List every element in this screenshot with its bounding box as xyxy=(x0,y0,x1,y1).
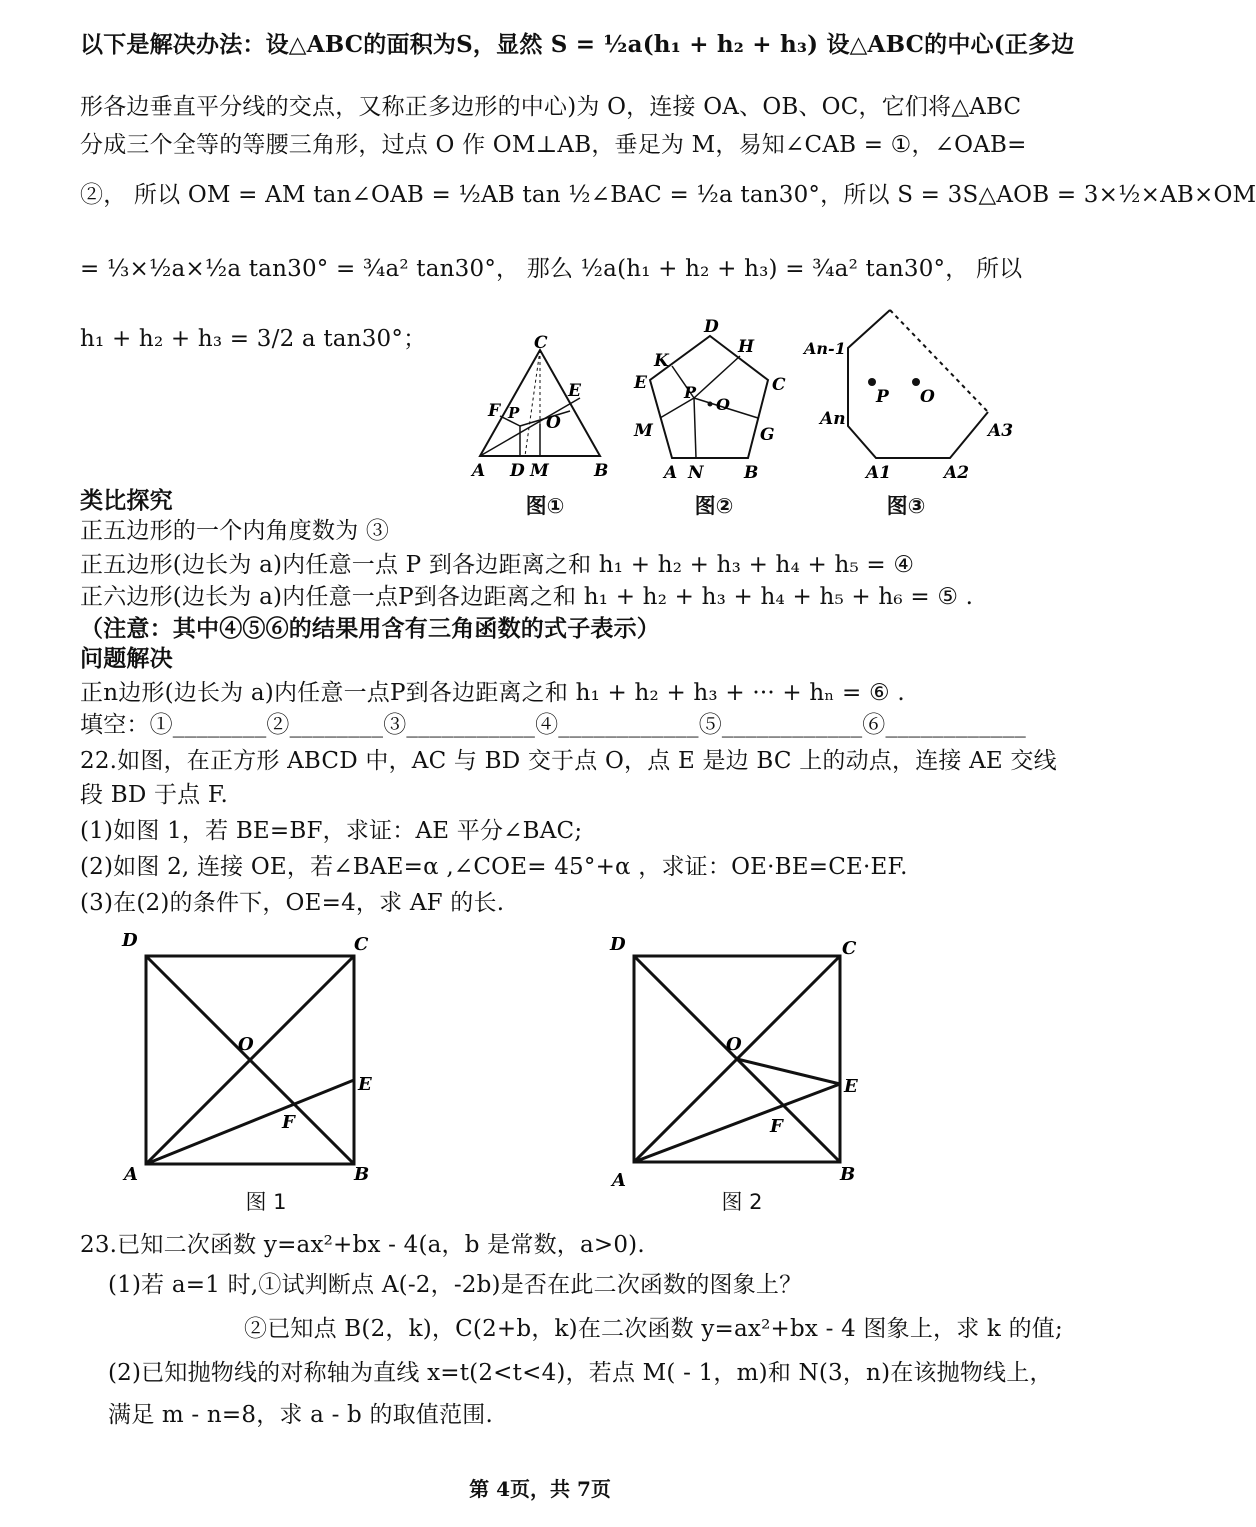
figure-2-pentagon xyxy=(628,318,788,488)
q22-figure-2-caption: 图 2 xyxy=(721,1190,763,1214)
fig1-label-b: B xyxy=(594,461,609,481)
q23-part-2a: (2)已知抛物线的对称轴为直线 x=t(2<t<4)，若点 M( - 1，m)和 N(3，n)在该抛物线上， xyxy=(108,1360,1053,1386)
fig1-label-c: C xyxy=(534,333,548,353)
figure-3-caption: 图③ xyxy=(886,494,926,518)
q22-fig2-label-c: C xyxy=(842,938,857,959)
figure-3-polygon xyxy=(800,306,1020,486)
fig2-label-d: D xyxy=(704,317,719,337)
q22-figure-1 xyxy=(118,928,388,1188)
analogy-heading: 类比探究 xyxy=(80,487,173,514)
fig3-label-an-1: An-1 xyxy=(804,339,846,358)
q22-line-2: 段 BD 于点 F. xyxy=(80,782,228,808)
analogy-q3: 正五边形的一个内角度数为 ③ xyxy=(80,518,390,544)
q22-fig1-label-a: A xyxy=(124,1164,138,1185)
fig1-label-m: M xyxy=(530,461,549,481)
page-footer: 第 4页，共 7页 xyxy=(469,1477,611,1501)
fig1-label-p: P xyxy=(508,404,520,422)
fig2-label-b: B xyxy=(744,463,759,483)
analogy-q5: 正六边形(边长为 a)内任意一点P到各边距离之和 h₁ + h₂ + h₃ + h₄ + h₅ + h₆ = ⑤ . xyxy=(80,584,974,610)
figure-2-caption: 图② xyxy=(694,494,734,518)
intro-line-6: h₁ + h₂ + h₃ = 3/2 a tan30°； xyxy=(80,326,427,352)
fig3-label-o: O xyxy=(920,387,935,407)
q22-figure-1-caption: 图 1 xyxy=(245,1190,287,1214)
solve-q6: 正n边形(边长为 a)内任意一点P到各边距离之和 h₁ + h₂ + h₃ + ··· + hₙ = ⑥ . xyxy=(80,680,905,706)
q22-line-1: 22.如图，在正方形 ABCD 中，AC 与 BD 交于点 O，点 E 是边 BC 上的动点，连接 AE 交线 xyxy=(80,748,1057,774)
q22-figure-2 xyxy=(606,928,876,1191)
q22-fig2-label-d: D xyxy=(610,934,626,955)
fig2-label-c: C xyxy=(772,375,786,395)
q23-part-2b: 满足 m - n=8，求 a - b 的取值范围. xyxy=(108,1402,493,1428)
intro-line-1: 以下是解决办法：设△ABC的面积为S，显然 S = ½a(h₁ + h₂ + h₃) 设△ABC的中心(正多边 xyxy=(80,31,1075,58)
q22-part-3: (3)在(2)的条件下，OE=4，求 AF 的长. xyxy=(80,890,505,916)
q22-part-2: (2)如图 2, 连接 OE，若∠BAE=α ,∠COE= 45°+α ，求证：OE·BE=CE·EF. xyxy=(80,854,908,880)
fig2-label-o: O xyxy=(716,395,730,414)
intro-line-2: 形各边垂直平分线的交点，又称正多边形的中心)为 O，连接 OA、OB、OC，它们将△ABC xyxy=(80,94,1022,120)
fig3-label-a2: A2 xyxy=(944,463,970,483)
solve-blanks: 填空：①________②________③___________④____________⑤____________⑥____________ xyxy=(80,712,1026,738)
figure-1-caption: 图① xyxy=(525,494,565,518)
q22-fig1-label-e: E xyxy=(358,1074,372,1095)
q22-fig2-label-o: O xyxy=(726,1034,742,1055)
fig2-label-e: E xyxy=(634,373,647,393)
q23-line-1: 23.已知二次函数 y=ax²+bx - 4(a，b 是常数，a>0). xyxy=(80,1232,645,1258)
figure-1-triangle xyxy=(470,333,620,486)
fig2-label-a: A xyxy=(664,463,678,483)
intro-line-4: ②， 所以 OM = AM tan∠OAB = ½AB tan ½∠BAC = ½a tan30°，所以 S = 3S△AOB = 3×½×AB×OM xyxy=(80,182,1256,208)
fig1-label-f: F xyxy=(488,401,501,421)
analogy-q4: 正五边形(边长为 a)内任意一点 P 到各边距离之和 h₁ + h₂ + h₃ + h₄ + h₅ = ④ xyxy=(80,552,915,578)
q22-part-1: (1)如图 1，若 BE=BF，求证：AE 平分∠BAC; xyxy=(80,818,583,844)
fig1-label-d: D xyxy=(510,461,525,481)
q22-fig2-label-a: A xyxy=(612,1170,626,1191)
q22-fig2-label-e: E xyxy=(844,1076,858,1097)
q22-fig1-label-c: C xyxy=(354,934,369,955)
fig1-label-a: A xyxy=(472,461,486,481)
q22-fig2-label-b: B xyxy=(840,1164,856,1185)
intro-line-5: = ⅓×½a×½a tan30° = ¾a² tan30°， 那么 ½a(h₁ + h₂ + h₃) = ¾a² tan30°， 所以 xyxy=(80,256,1023,282)
solve-heading: 问题解决 xyxy=(80,645,173,672)
fig3-label-an: An xyxy=(820,409,846,429)
q23-part-1b: ②已知点 B(2，k)，C(2+b，k)在二次函数 y=ax²+bx - 4 图象上，求 k 的值; xyxy=(244,1316,1063,1342)
fig3-label-p: P xyxy=(876,387,889,407)
fig3-label-a3: A3 xyxy=(988,421,1014,441)
analogy-note: （注意：其中④⑤⑥的结果用含有三角函数的式子表示） xyxy=(80,615,660,642)
fig1-label-e: E xyxy=(568,381,581,401)
fig1-label-o: O xyxy=(546,413,561,433)
fig2-label-n: N xyxy=(688,463,704,483)
q22-fig1-label-d: D xyxy=(122,930,138,951)
q22-fig1-label-o: O xyxy=(238,1034,254,1055)
fig2-label-p: P xyxy=(684,383,697,402)
fig2-label-k: K xyxy=(654,351,669,371)
intro-line-3: 分成三个全等的等腰三角形，过点 O 作 OM⊥AB，垂足为 M，易知∠CAB = ①，∠OAB= xyxy=(80,132,1027,158)
fig2-label-m: M xyxy=(634,421,653,441)
fig2-label-h: H xyxy=(738,337,755,357)
q22-fig2-label-f: F xyxy=(770,1116,783,1137)
fig2-label-g: G xyxy=(760,425,775,445)
fig3-label-a1: A1 xyxy=(866,463,892,483)
q22-fig1-label-b: B xyxy=(354,1164,370,1185)
q22-fig1-label-f: F xyxy=(282,1112,295,1133)
q23-part-1a: (1)若 a=1 时,①试判断点 A(-2，-2b)是否在此二次函数的图象上？ xyxy=(108,1272,803,1298)
